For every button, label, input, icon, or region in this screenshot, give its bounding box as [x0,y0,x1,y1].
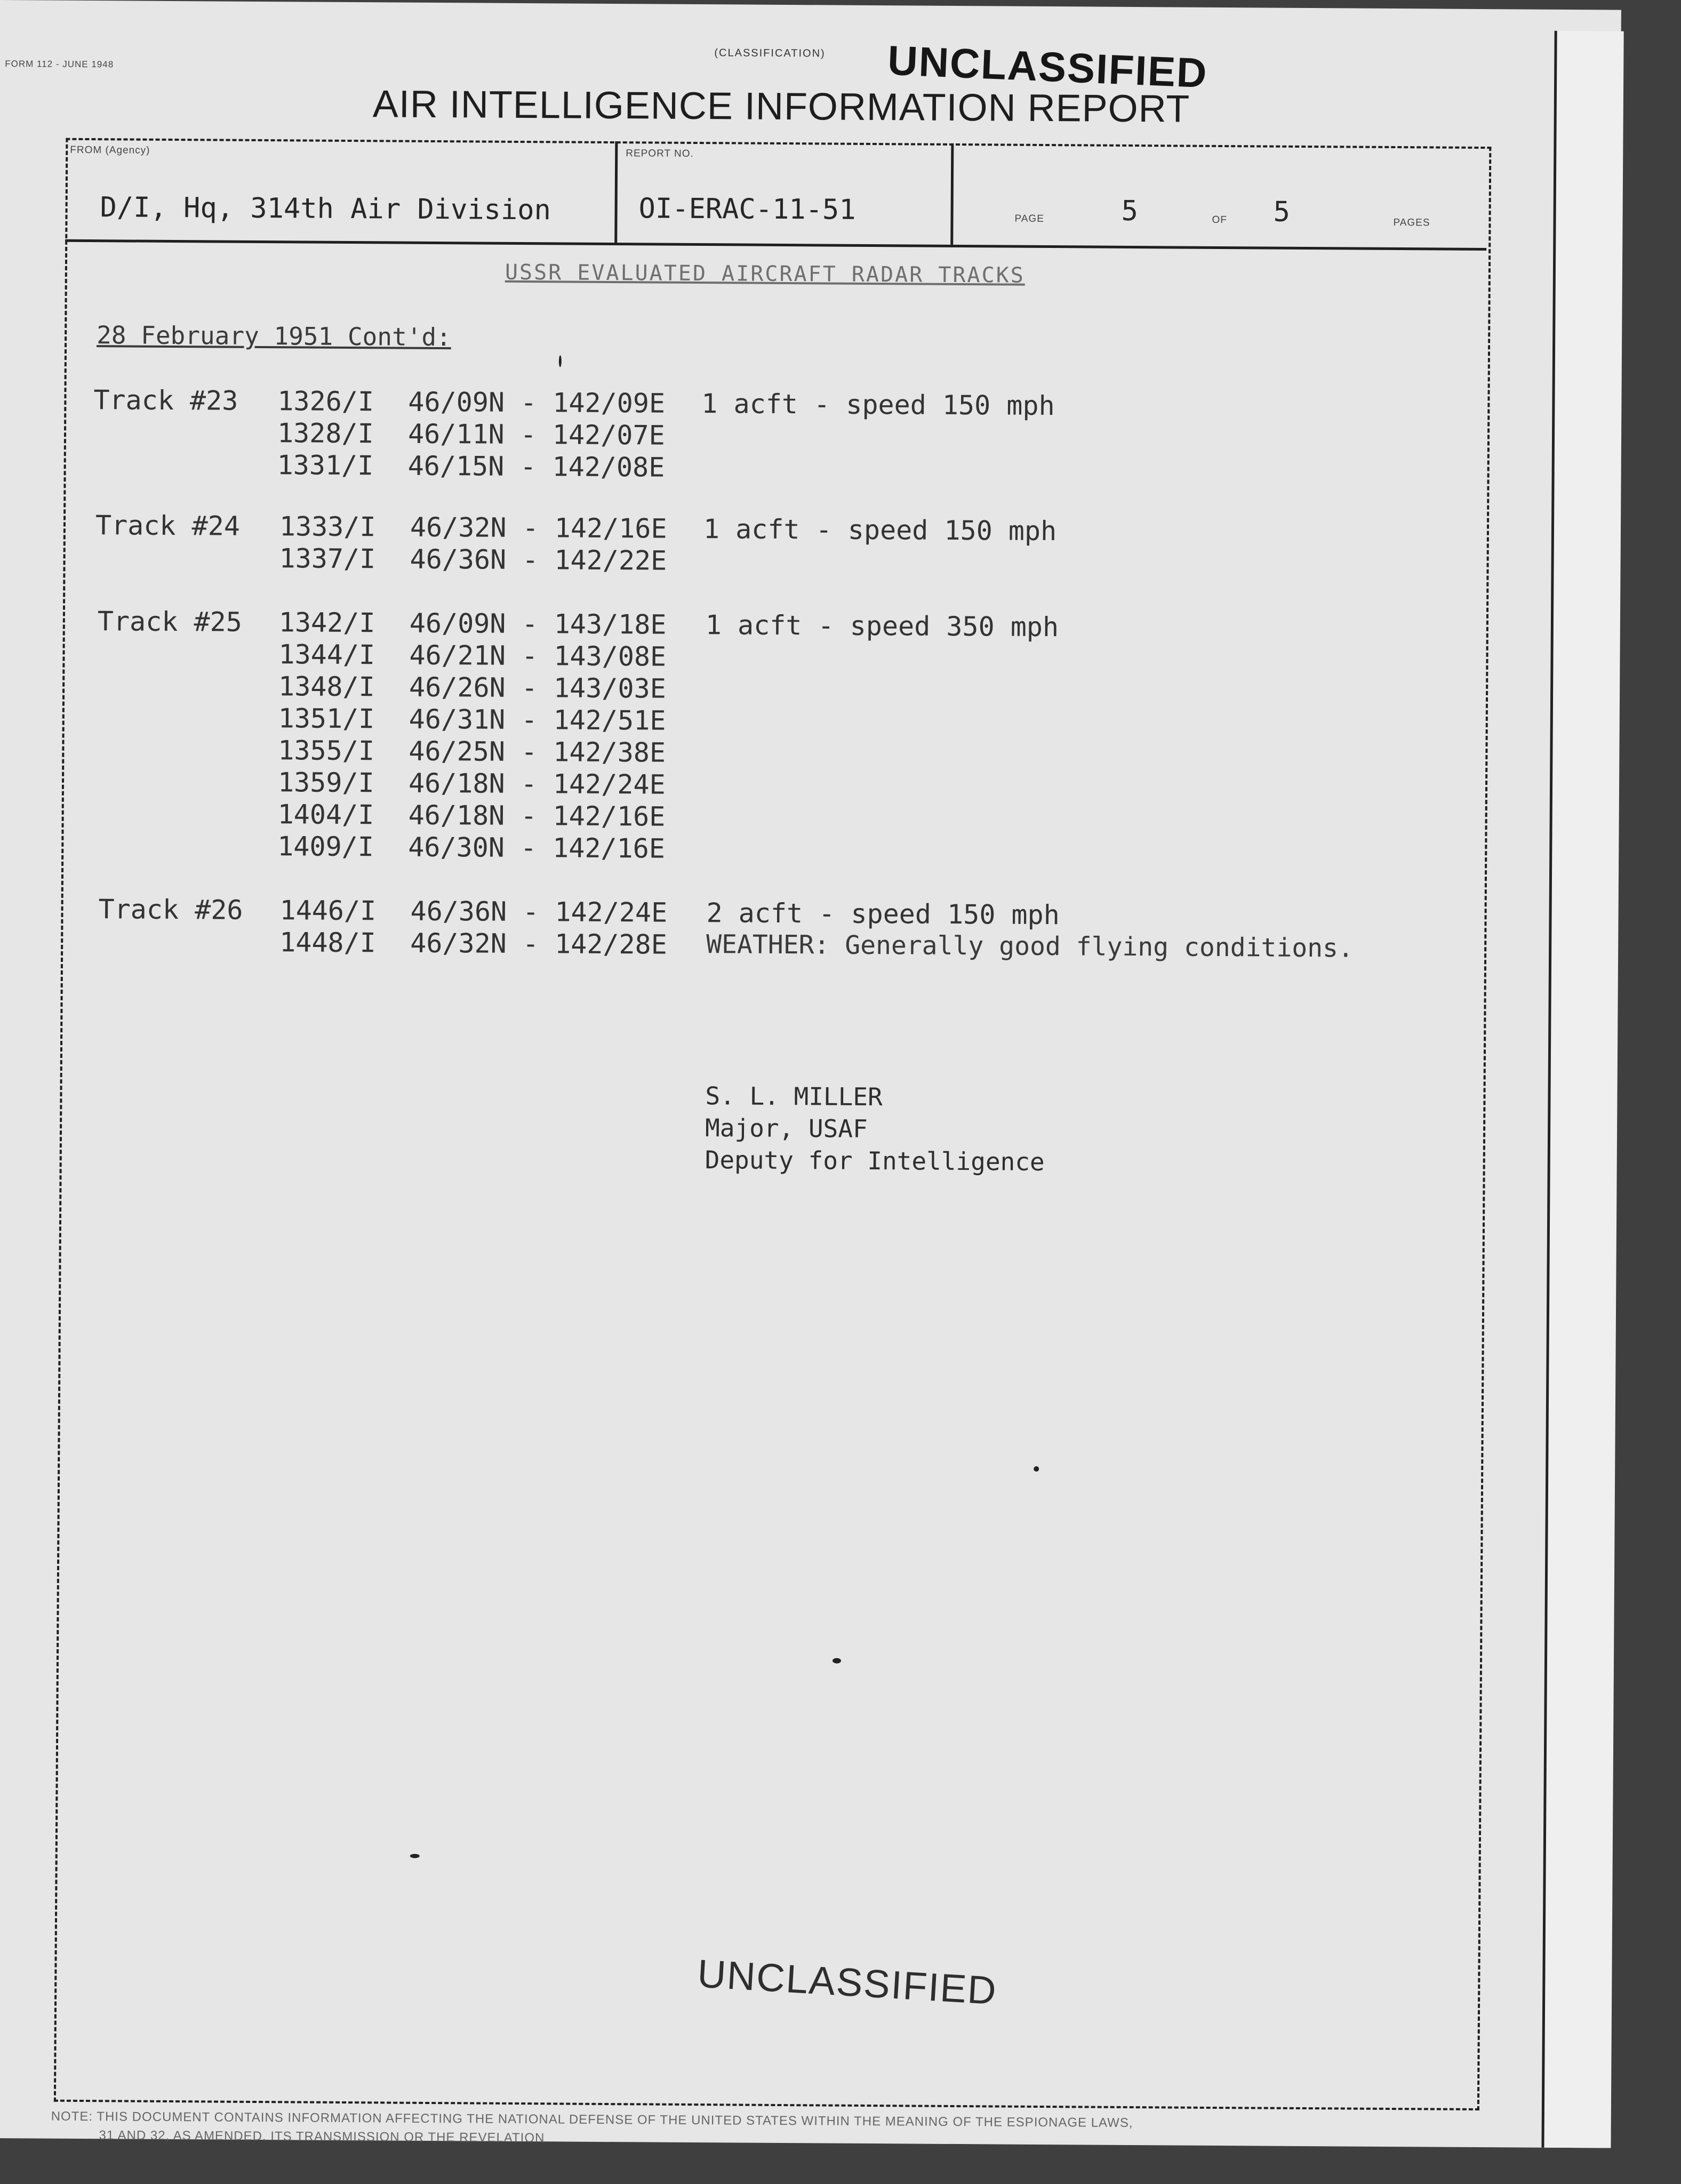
header-divider [950,143,954,245]
report-title: AIR INTELLIGENCE INFORMATION REPORT [372,83,1190,131]
from-value: D/I, Hq, 314th Air Division [100,191,551,227]
track-time: 1342/I [278,607,375,639]
track-time: 1328/I [277,417,374,449]
date-line: 28 February 1951 Cont'd: [97,320,451,352]
track-coords: 46/36N - 142/22E [410,543,667,576]
track-coords: 46/18N - 142/16E [408,799,666,832]
form-number: FORM 112 - JUNE 1948 [5,59,114,70]
track-coords: 46/32N - 142/16E [410,511,667,544]
pages-label: PAGES [1393,216,1430,229]
track-label: Track #23 [93,384,238,416]
track-coords: 46/09N - 143/18E [409,607,667,640]
signature-name: S. L. MILLER [705,1081,883,1112]
track-coords: 46/11N - 142/07E [407,418,665,451]
track-coords: 46/32N - 142/28E [410,927,668,960]
track-time: 1448/I [279,927,377,959]
of-label: OF [1212,214,1227,226]
track-time: 1331/I [277,449,374,481]
page-label: PAGE [1014,213,1044,224]
track-note: 2 acft - speed 150 mph [706,897,1060,931]
track-coords: 46/30N - 142/16E [408,831,666,864]
from-label: FROM (Agency) [70,144,150,156]
track-time: 1333/I [279,511,376,543]
scan-speck [410,1854,420,1858]
track-coords: 46/31N - 142/51E [409,703,666,736]
track-label: Track #24 [95,510,241,542]
total-pages: 5 [1273,196,1291,228]
page-number: 5 [1121,195,1139,228]
document-heading: USSR EVALUATED AIRCRAFT RADAR TRACKS [505,260,1025,288]
track-coords: 46/09N - 142/09E [408,386,666,419]
classification-stamp-top: UNCLASSIFIED [886,36,1209,97]
report-no-value: OI-ERAC-11-51 [638,192,856,226]
track-coords: 46/36N - 142/24E [410,895,668,928]
track-time: 1446/I [279,895,377,927]
track-time: 1351/I [278,703,375,735]
track-time: 1326/I [277,386,374,417]
signature-title: Deputy for Intelligence [705,1145,1045,1177]
track-label: Track #26 [98,894,243,926]
track-note: 1 acft - speed 350 mph [705,609,1059,643]
classification-caption: (CLASSIFICATION) [714,47,826,60]
track-time: 1404/I [277,799,374,831]
scan-speck [1034,1466,1039,1472]
footer-notice-continued: 31 AND 32, AS AMENDED. ITS TRANSMISSION OR THE REVELATION [99,2128,545,2146]
track-time: 1348/I [278,671,375,703]
track-coords: 46/26N - 143/03E [409,671,666,704]
track-time: 1359/I [277,767,374,799]
page-edge [1541,31,1623,2148]
track-coords: 46/15N - 142/08E [407,450,665,483]
track-label: Track #25 [97,606,242,638]
footer-notice: NOTE: THIS DOCUMENT CONTAINS INFORMATION AFFECTING THE NATIONAL DEFENSE OF THE UNITED STATES WITHIN THE MEANING OF THE ESPIONAGE LAWS, [51,2109,1133,2131]
weather-note: WEATHER: Generally good flying conditions. [706,929,1354,963]
track-coords: 46/25N - 142/38E [409,735,666,768]
classification-stamp-bottom: UNCLASSIFIED [696,1951,998,2013]
track-time: 1337/I [279,543,376,575]
track-coords: 46/21N - 143/08E [409,639,667,672]
track-coords: 46/18N - 142/24E [408,767,666,800]
track-time: 1355/I [278,735,375,767]
track-note: 1 acft - speed 150 mph [701,388,1055,422]
track-time: 1409/I [277,831,374,863]
report-header [65,138,1487,251]
track-note: 1 acft - speed 150 mph [703,513,1057,547]
track-time: 1344/I [278,639,375,671]
signature-rank: Major, USAF [705,1113,868,1143]
scan-speck [833,1658,841,1664]
header-divider [614,141,618,243]
report-no-label: REPORT NO. [626,148,694,159]
